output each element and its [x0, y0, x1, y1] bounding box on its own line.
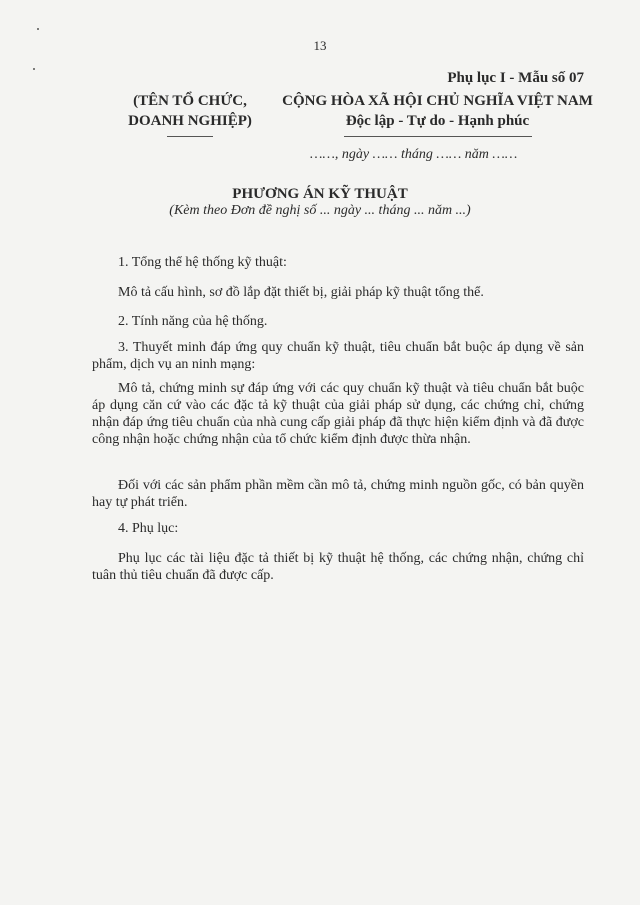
appendix-label: Phụ lục I - Mẫu số 07 — [447, 70, 584, 86]
nation-motto: Độc lập - Tự do - Hạnh phúc — [345, 113, 530, 129]
organization-line-1: (TÊN TỔ CHỨC, — [133, 93, 247, 109]
organization-underline — [167, 136, 213, 137]
motto-underline — [344, 136, 532, 137]
scan-speck — [37, 28, 39, 30]
organization-name — [110, 91, 270, 131]
section-3-body-1: Mô tả, chứng minh sự đáp ứng với các quy chuẩn kỹ thuật và tiêu chuẩn bắt buộc áp dụng căn cứ vào các đặc tả kỹ thuật của giải pháp sử dụng, các chứng chỉ, chứng nhận đáp ứng tiêu chuẩn của nhà cung cấp giải pháp đã thực hiện kiểm định và đã được công nhận hoặc chứng nhận của tổ chức kiểm định được thừa nhận. — [92, 381, 584, 447]
organization-line-2: DOANH NGHIỆP) — [128, 113, 252, 129]
section-2-heading: 2. Tính năng của hệ thống. — [118, 314, 268, 329]
document-subtitle: (Kèm theo Đơn đề nghị số ... ngày ... tháng ... năm ...) — [169, 203, 471, 218]
section-4-heading: 4. Phụ lục: — [118, 521, 179, 536]
page-number: 13 — [313, 38, 327, 53]
section-3-heading: 3. Thuyết minh đáp ứng quy chuẩn kỹ thuật, tiêu chuẩn bắt buộc áp dụng về sản phẩm, dịch vụ an ninh mạng: — [92, 340, 584, 372]
document-title: PHƯƠNG ÁN KỸ THUẬT — [232, 186, 408, 202]
section-1-body: Mô tả cấu hình, sơ đồ lắp đặt thiết bị, giải pháp kỹ thuật tổng thể. — [118, 285, 484, 300]
national-header — [275, 91, 600, 131]
scan-speck — [33, 68, 35, 70]
section-1-heading: 1. Tổng thể hệ thống kỹ thuật: — [118, 255, 287, 270]
date-line: ……, ngày …… tháng …… năm …… — [310, 147, 518, 162]
section-3-body-2: Đối với các sản phẩm phần mềm cần mô tả, chứng minh nguồn gốc, có bản quyền hay tự phát triển. — [92, 478, 584, 510]
section-4-body: Phụ lục các tài liệu đặc tả thiết bị kỹ thuật hệ thống, các chứng nhận, chứng chỉ tuân thủ tiêu chuẩn đã được cấp. — [92, 551, 584, 583]
nation-name: CỘNG HÒA XÃ HỘI CHỦ NGHĨA VIỆT NAM — [282, 93, 593, 109]
